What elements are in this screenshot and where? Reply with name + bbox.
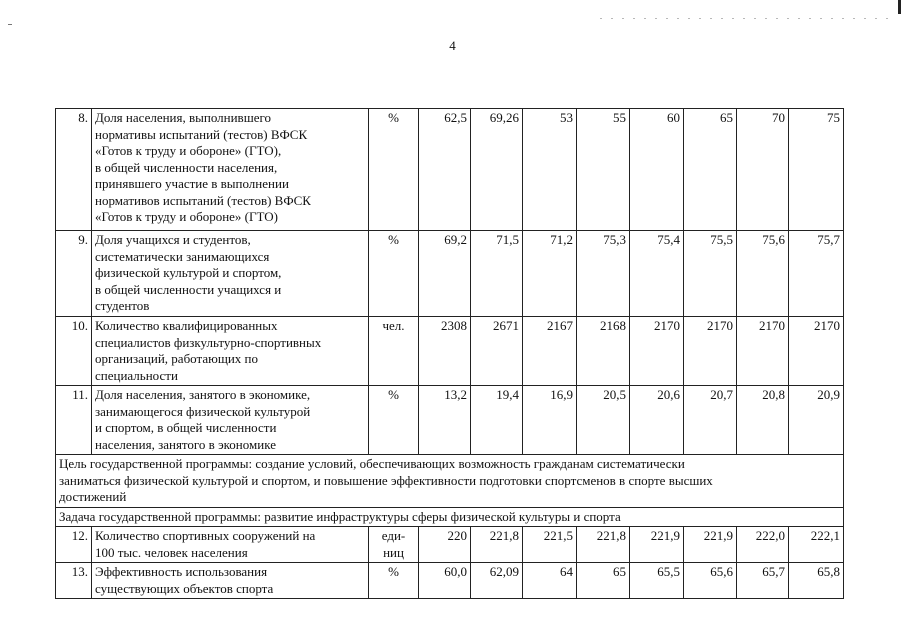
value-cell: 65,5 [630, 563, 684, 599]
scan-corner-mark [898, 0, 901, 14]
row-number: 10. [56, 317, 92, 386]
value-cell: 221,8 [471, 527, 523, 563]
indicator-name-cell [92, 231, 369, 317]
row-number: 12. [56, 527, 92, 563]
unit-cell [369, 386, 419, 455]
table-row [56, 109, 844, 231]
table-row [56, 317, 844, 386]
table-row [56, 527, 844, 563]
value-cell: 2170 [684, 317, 737, 386]
value-cell: 75 [789, 109, 844, 231]
value-cell: 20,6 [630, 386, 684, 455]
value-cell: 62,09 [471, 563, 523, 599]
value-cell: 220 [419, 527, 471, 563]
value-cell: 222,1 [789, 527, 844, 563]
value-cell: 2167 [523, 317, 577, 386]
row-number: 11. [56, 386, 92, 455]
unit-label: % [388, 387, 399, 402]
value-cell: 65,6 [684, 563, 737, 599]
value-cell: 55 [577, 109, 630, 231]
value-cell: 221,9 [630, 527, 684, 563]
unit-cell [369, 109, 419, 231]
goal-row [56, 455, 844, 508]
value-cell: 75,3 [577, 231, 630, 317]
value-cell: 20,9 [789, 386, 844, 455]
value-cell: 75,5 [684, 231, 737, 317]
value-cell: 2170 [789, 317, 844, 386]
value-cell: 20,7 [684, 386, 737, 455]
goal-text: Цель государственной программы: создание условий, обеспечивающих возможность гражданам систематически заниматься физической культурой и спортом, и повышение эффективности подготовки спортсменов в спорте высших достижений [59, 456, 713, 504]
unit-cell [369, 317, 419, 386]
value-cell: 53 [523, 109, 577, 231]
value-cell: 65 [577, 563, 630, 599]
value-cell: 65,7 [737, 563, 789, 599]
value-cell: 2170 [737, 317, 789, 386]
value-cell: 70 [737, 109, 789, 231]
table-body-bottom [56, 527, 844, 599]
value-cell: 65,8 [789, 563, 844, 599]
indicators-table [55, 108, 844, 599]
value-cell: 2170 [630, 317, 684, 386]
indicator-name-cell [92, 386, 369, 455]
value-cell: 65 [684, 109, 737, 231]
unit-label: еди- ниц [381, 528, 406, 560]
value-cell: 221,8 [577, 527, 630, 563]
row-number: 9. [56, 231, 92, 317]
indicator-name: Эффективность использования существующих объектов спорта [95, 564, 274, 596]
indicator-name-cell [92, 317, 369, 386]
value-cell: 75,7 [789, 231, 844, 317]
indicator-name: Доля населения, выполнившего нормативы испытаний (тестов) ВФСК «Готов к труду и обороне» (ГТО), в общей численности населения, принявшего участие в выполнении нормативов испытаний (тестов) ВФСК «Готов к труду и обороне» (ГТО) [95, 110, 311, 224]
page-number: 4 [449, 38, 456, 53]
unit-label: % [388, 564, 399, 579]
indicator-name-cell [92, 527, 369, 563]
value-cell: 71,2 [523, 231, 577, 317]
value-cell: 64 [523, 563, 577, 599]
value-cell: 20,8 [737, 386, 789, 455]
row-number: 13. [56, 563, 92, 599]
unit-label: чел. [382, 318, 405, 333]
indicator-name: Доля учащихся и студентов, систематически занимающихся физической культурой и спортом, в общей численности учащихся и студентов [95, 232, 282, 313]
table-row [56, 386, 844, 455]
value-cell: 2671 [471, 317, 523, 386]
value-cell: 71,5 [471, 231, 523, 317]
value-cell: 2168 [577, 317, 630, 386]
unit-cell [369, 231, 419, 317]
unit-cell [369, 563, 419, 599]
value-cell: 19,4 [471, 386, 523, 455]
indicator-name-cell [92, 109, 369, 231]
unit-cell [369, 527, 419, 563]
value-cell: 75,6 [737, 231, 789, 317]
value-cell: 60,0 [419, 563, 471, 599]
task-text: Задача государственной программы: развитие инфраструктуры сферы физической культуры и спорта [59, 508, 621, 524]
scan-artifact-tick [8, 24, 12, 25]
task-cell [56, 507, 844, 527]
value-cell: 16,9 [523, 386, 577, 455]
value-cell: 221,5 [523, 527, 577, 563]
value-cell: 13,2 [419, 386, 471, 455]
value-cell: 60 [630, 109, 684, 231]
table-body-top [56, 109, 844, 455]
task-row [56, 507, 844, 527]
indicator-name: Количество квалифицированных специалистов физкультурно-спортивных организаций, работающих по специальности [95, 318, 322, 383]
row-number: 8. [56, 109, 92, 231]
goal-cell [56, 455, 844, 508]
indicator-name: Доля населения, занятого в экономике, занимающегося физической культурой и спортом, в общей численности населения, занятого в экономике [95, 387, 311, 452]
scan-artifact-dots [600, 18, 895, 19]
value-cell: 222,0 [737, 527, 789, 563]
table-body-goal [56, 455, 844, 527]
unit-label: % [388, 232, 399, 247]
indicator-name-cell [92, 563, 369, 599]
table-row [56, 231, 844, 317]
unit-label: % [388, 110, 399, 125]
value-cell: 20,5 [577, 386, 630, 455]
value-cell: 2308 [419, 317, 471, 386]
value-cell: 75,4 [630, 231, 684, 317]
table-row [56, 563, 844, 599]
indicator-name: Количество спортивных сооружений на 100 тыс. человек населения [95, 528, 316, 560]
value-cell: 69,2 [419, 231, 471, 317]
value-cell: 62,5 [419, 109, 471, 231]
value-cell: 221,9 [684, 527, 737, 563]
value-cell: 69,26 [471, 109, 523, 231]
